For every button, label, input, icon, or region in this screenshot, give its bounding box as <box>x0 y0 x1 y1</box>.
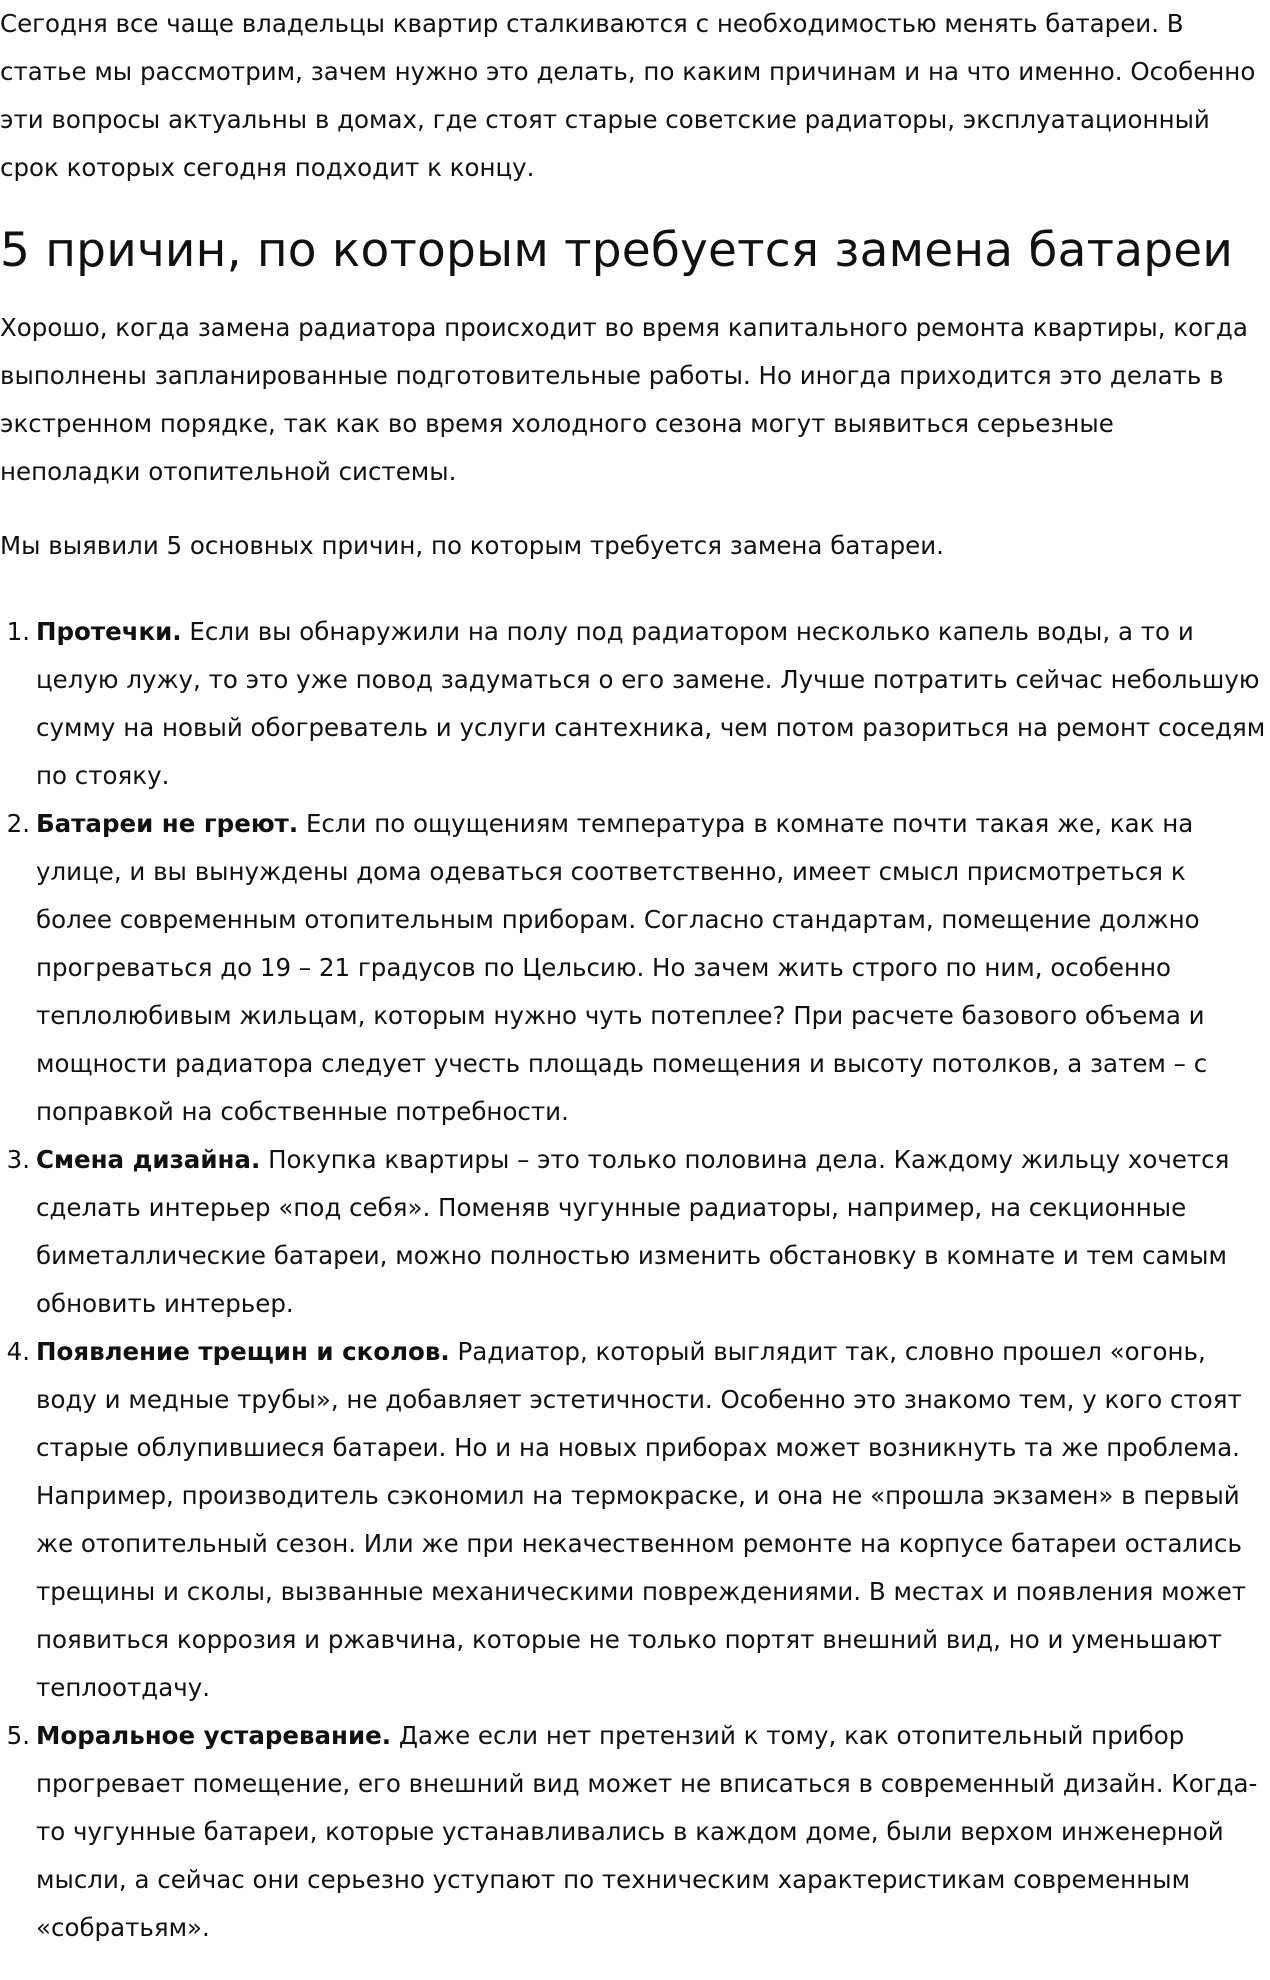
list-item <box>6 1712 1268 1952</box>
list-item-number: 1. <box>6 617 30 646</box>
section-heading: 5 причин, по которым требуется замена батареи <box>0 223 1234 278</box>
list-item-title: Смена дизайна. <box>36 1145 261 1174</box>
list-item-title: Моральное устаревание. <box>36 1721 392 1750</box>
list-item <box>6 1136 1268 1328</box>
list-item-title: Батареи не греют. <box>36 809 299 838</box>
list-item <box>6 800 1268 1136</box>
list-item-text: Если вы обнаружили на полу под радиатором несколько капель воды, а то и целую лужу, то это уже повод задуматься о его замене. Лучше потратить сейчас небольшую сумму на новый обогреватель и услуги сантехника, чем потом разориться на ремонт соседям по стояку. <box>36 617 1266 790</box>
list-item-text: Если по ощущениям температура в комнате почти такая же, как на улице, и вы вынуждены дома одеваться соответственно, имеет смысл присмотреться к более современным отопительным приборам. Согласно стандартам, помещение должно прогреваться до 19 – 21 градусов по Цельсию. Но зачем жить строго по ним, особенно теплолюбивым жильцам, которым нужно чуть потеплее? При расчете базового объема и мощности радиатора следует учесть площадь помещения и высоту потолков, а затем – с поправкой на собственные потребности. <box>36 809 1208 1126</box>
list-item-text: Радиатор, который выглядит так, словно прошел «огонь, воду и медные трубы», не добавляет эстетичности. Особенно это знакомо тем, у кого стоят старые облупившиеся батареи. Но и на новых приборах может возникнуть та же проблема. Например, производитель сэкономил на термокраске, и она не «прошла экзамен» в первый же отопительный сезон. Или же при некачественном ремонте на корпусе батареи остались трещины и сколы, вызванные механическими повреждениями. В местах и появления может появиться коррозия и ржавчина, которые не только портят внешний вид, но и уменьшают теплоотдачу. <box>36 1337 1247 1702</box>
reasons-list <box>0 608 1268 1952</box>
context-paragraph: Хорошо, когда замена радиатора происходит во время капитального ремонта квартиры, когда выполнены запланированные подготовительные работы. Но иногда приходится это делать в экстренном порядке, так как во время холодного сезона могут выявиться серьезные неполадки отопительной системы. <box>0 313 1248 486</box>
list-item-number: 5. <box>6 1721 30 1750</box>
list-item-title: Протечки. <box>36 617 182 646</box>
list-item-number: 2. <box>6 809 30 838</box>
list-item-number: 4. <box>6 1337 30 1366</box>
list-item <box>6 608 1268 800</box>
reasons-intro-paragraph: Мы выявили 5 основных причин, по которым требуется замена батареи. <box>0 531 944 560</box>
list-item-text: Покупка квартиры – это только половина дела. Каждому жильцу хочется сделать интерьер «под себя». Поменяв чугунные радиаторы, например, на секционные биметаллические батареи, можно полностью изменить обстановку в комнате и тем самым обновить интерьер. <box>36 1145 1230 1318</box>
list-item <box>6 1328 1268 1712</box>
list-item-number: 3. <box>6 1145 30 1174</box>
list-item-title: Появление трещин и сколов. <box>36 1337 450 1366</box>
intro-paragraph: Сегодня все чаще владельцы квартир сталкиваются с необходимостью менять батареи. В статье мы рассмотрим, зачем нужно это делать, по каким причинам и на что именно. Особенно эти вопросы актуальны в домах, где стоят старые советские радиаторы, эксплуатационный срок которых сегодня подходит к концу. <box>0 9 1256 182</box>
list-item-text: Даже если нет претензий к тому, как отопительный прибор прогревает помещение, его внешний вид может не вписаться в современный дизайн. Когда-то чугунные батареи, которые устанавливались в каждом доме, были верхом инженерной мысли, а сейчас они серьезно уступают по техническим характеристикам современным «собратьям». <box>36 1721 1258 1942</box>
